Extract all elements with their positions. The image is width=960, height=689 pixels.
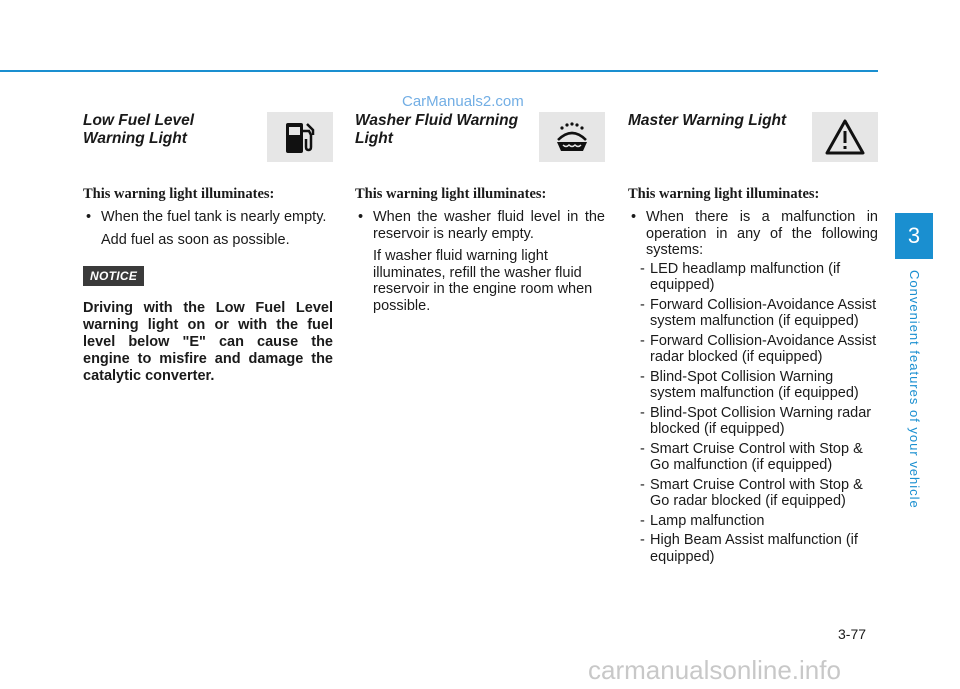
section-subhead: This warning light illuminates: (83, 186, 275, 202)
notice-text: Driving with the Low Fuel Level warning light on or with the fuel level below "E" can cause the engine to misfire and damage the catalytic converter. (83, 300, 333, 384)
list-item: - High Beam Assist malfunction (if equipped) (628, 532, 878, 565)
list-item: - Lamp malfunction (628, 513, 878, 530)
section-note: If washer fluid warning light illuminates, refill the washer fluid reservoir in the engine room when possible. (373, 248, 593, 314)
watermark-top: CarManuals2.com (402, 93, 524, 110)
top-rule (0, 70, 878, 72)
list-item: - Smart Cruise Control with Stop & Go radar blocked (if equipped) (628, 477, 878, 510)
section-title: Washer Fluid Warning Light (355, 112, 519, 147)
section-master-warning (628, 112, 878, 568)
list-item: - LED headlamp malfunction (if equipped) (628, 261, 878, 294)
section-bullet: • When the fuel tank is nearly empty. (83, 209, 333, 226)
list-item: - Blind-Spot Collision Warning system malfunction (if equipped) (628, 369, 878, 402)
section-bullet: • When the washer fluid level in the reservoir is nearly empty. (355, 209, 605, 242)
section-subhead: This warning light illuminates: (628, 186, 820, 202)
notice-badge: NOTICE (83, 266, 144, 286)
section-title: Master Warning Light (628, 112, 787, 129)
section-low-fuel (83, 112, 333, 385)
section-subhead: This warning light illuminates: (355, 186, 547, 202)
section-note: Add fuel as soon as possible. (101, 231, 290, 248)
list-item: - Forward Collision-Avoidance Assist system malfunction (if equipped) (628, 297, 878, 330)
fuel-pump-icon (267, 112, 333, 162)
system-list (628, 261, 878, 566)
list-item: - Blind-Spot Collision Warning radar blocked (if equipped) (628, 405, 878, 438)
list-item: - Forward Collision-Avoidance Assist radar blocked (if equipped) (628, 333, 878, 366)
chapter-tab: 3 (895, 213, 933, 259)
page-number: 3-77 (838, 626, 867, 642)
section-bullet: • When there is a malfunction in operation in any of the following systems: (628, 209, 878, 259)
list-item: - Smart Cruise Control with Stop & Go malfunction (if equipped) (628, 441, 878, 474)
chapter-title: Convenient features of your vehicle (907, 270, 922, 509)
warning-triangle-icon (812, 112, 878, 162)
washer-fluid-icon (539, 112, 605, 162)
section-title: Low Fuel Level Warning Light (83, 112, 195, 147)
section-washer-fluid (355, 112, 605, 314)
watermark-bottom: carmanualsonline.info (588, 655, 841, 685)
